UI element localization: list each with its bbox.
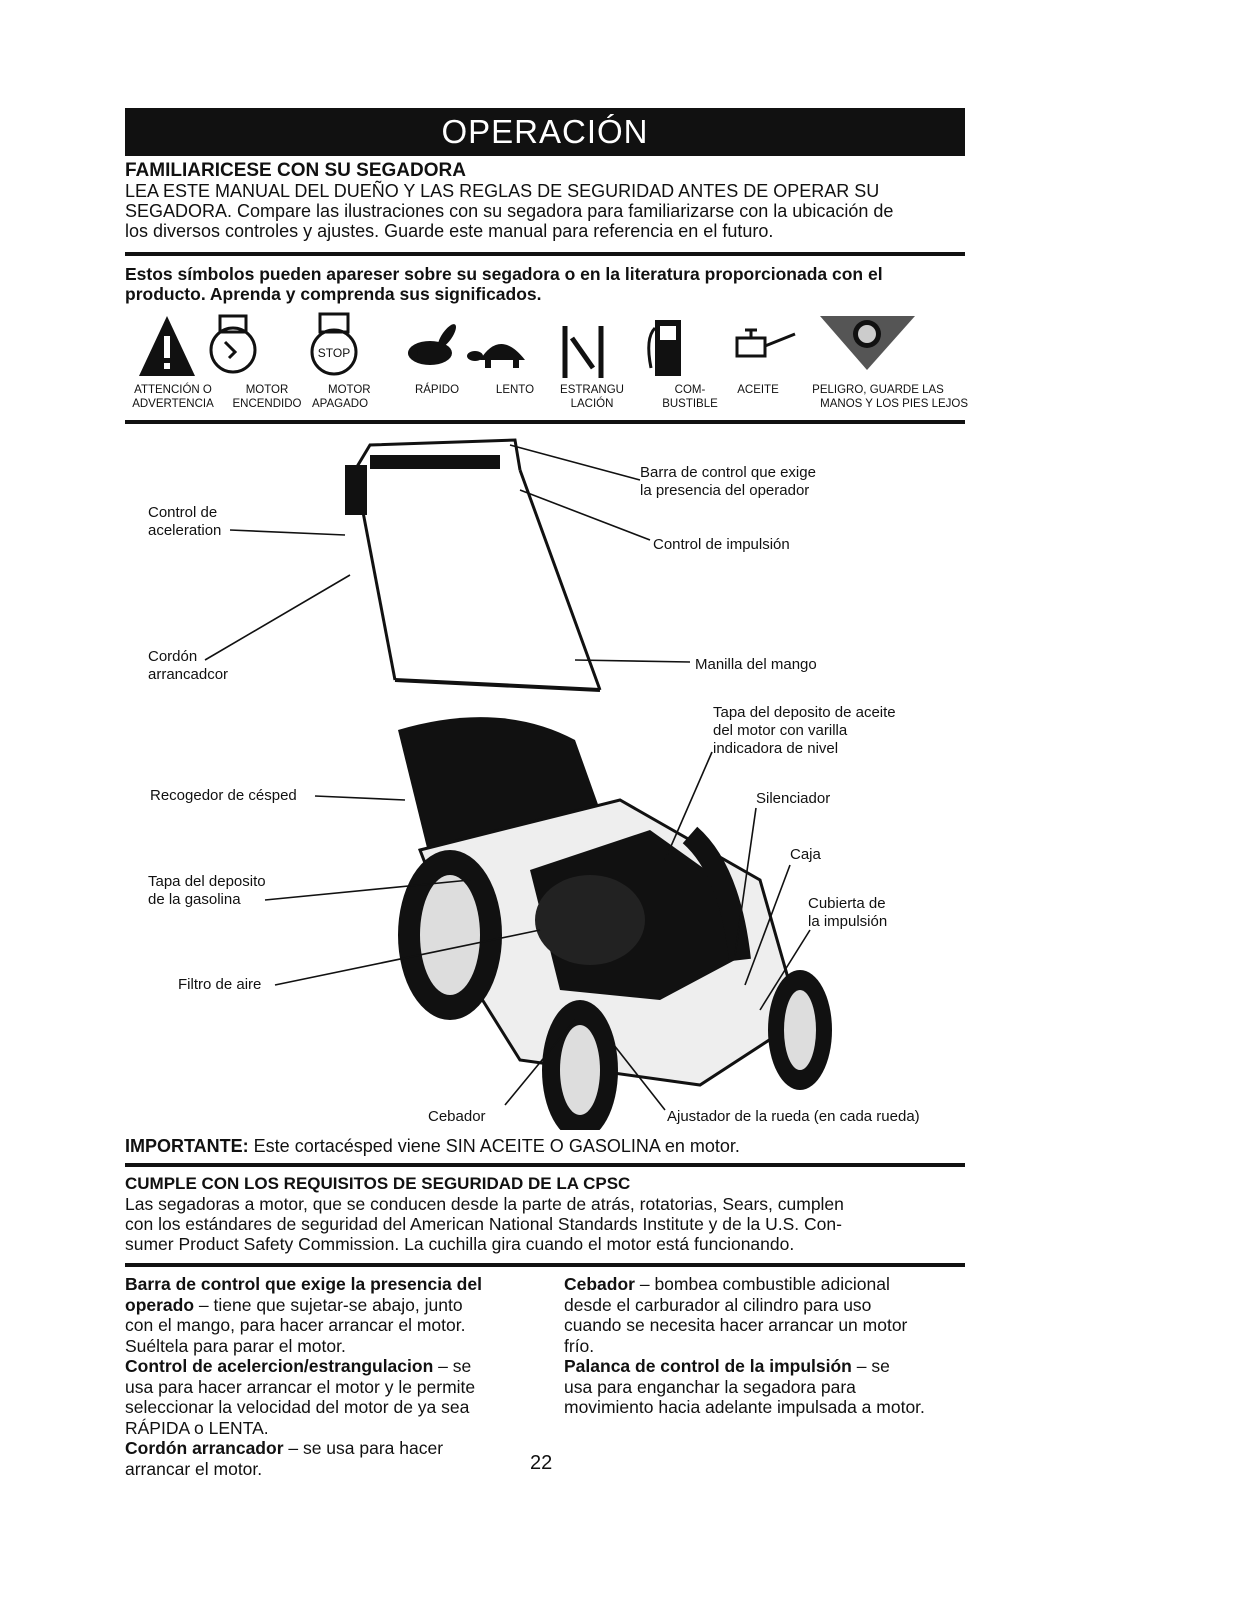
- symbol-label-line: LACIÓN: [570, 398, 614, 410]
- callout-text: Control de: [148, 504, 218, 521]
- description: – bombea combustible adicional: [634, 1274, 890, 1294]
- divider: [125, 420, 965, 424]
- symbol-label-line: COM-: [674, 384, 706, 396]
- rear-left-wheel: [398, 850, 502, 1020]
- symbol-label-line: ADVERTENCIA: [132, 398, 214, 410]
- cpsc-line: Las segadoras a motor, que se conducen desde la parte de atrás, rotatorias, Sears, cumplen: [125, 1194, 844, 1214]
- description: desde el carburador al cilindro para uso: [564, 1294, 872, 1315]
- callout-muffler: Silenciador: [756, 790, 831, 807]
- symbol-label-line: MANOS Y LOS PIES LEJOS: [820, 398, 968, 410]
- symbols-intro-line: Estos símbolos pueden apareser sobre su segadora o en la literatura proporcionada con el: [125, 264, 883, 284]
- symbol-label-line: ESTRANGU: [560, 384, 624, 396]
- section-title: OPERACIÓN: [441, 113, 649, 150]
- description: – tiene que sujetar-se abajo, junto: [194, 1294, 463, 1315]
- callout-throttle: [148, 504, 221, 540]
- description: – se: [851, 1356, 890, 1376]
- callout-wheel-adjuster: Ajustador de la rueda (en cada rueda): [667, 1108, 920, 1125]
- callout-operator-bar: [640, 464, 816, 500]
- callout-text: Barra de control que exige: [640, 464, 816, 481]
- cpsc-line: con los estándares de seguridad del American National Standards Institute y de la U.S. Con-: [125, 1214, 842, 1234]
- section-title-banner: [125, 108, 965, 156]
- familiarize-line: SEGADORA. Compare las ilustraciones con su segadora para familiarizarse con la ubicación de: [125, 201, 894, 221]
- description: movimiento hacia adelante impulsada a motor.: [564, 1397, 925, 1417]
- callout-text: la presencia del operador: [640, 482, 810, 499]
- callout-oil-cap: [713, 704, 896, 758]
- right-column: [564, 1274, 984, 1418]
- cpsc-line: sumer Product Safety Commission. La cuchilla gira cuando el motor está funcionando.: [125, 1234, 795, 1254]
- callout-text: aceleration: [148, 522, 222, 539]
- description: usa para hacer arrancar el motor y le permite: [125, 1376, 476, 1397]
- term: Barra de control que exige la presencia del: [125, 1274, 482, 1294]
- symbol-label-line: PELIGRO, GUARDE LAS: [812, 384, 944, 396]
- symbol-label-line: APAGADO: [312, 398, 369, 410]
- symbol-label: [118, 383, 228, 411]
- familiarize-line: los diversos controles y ajustes. Guarde este manual para referencia en el futuro.: [125, 221, 774, 241]
- symbol-label: [312, 383, 387, 411]
- important-text: Este cortacésped viene SIN ACEITE O GASOLINA en motor.: [253, 1136, 740, 1156]
- term: Cebador: [564, 1274, 635, 1294]
- callout-text: Tapa del deposito: [148, 873, 266, 890]
- choke-icon: [565, 326, 601, 378]
- divider: [125, 252, 965, 256]
- callout-primer: Cebador: [428, 1108, 486, 1125]
- familiarize-paragraph: [125, 181, 975, 241]
- description: Suéltela para parar el motor.: [125, 1335, 346, 1356]
- fuel-icon: [649, 320, 681, 376]
- turtle-slow-icon: [467, 344, 525, 368]
- callout-text: Tapa del deposito de aceite: [713, 704, 896, 721]
- important-note: [125, 1136, 740, 1156]
- description: arrancar el motor.: [125, 1458, 263, 1479]
- description: frío.: [564, 1335, 595, 1356]
- callout-fuel-cap: [148, 873, 266, 909]
- description: – se usa para hacer: [283, 1438, 444, 1458]
- engine-on-icon: [211, 316, 255, 372]
- term: Cordón arrancador: [125, 1438, 284, 1458]
- symbol-label: RÁPIDO: [414, 384, 460, 396]
- symbol-label-line: MOTOR: [328, 384, 371, 396]
- callout-drive-control: Control de impulsión: [653, 536, 790, 553]
- description: – se: [433, 1356, 472, 1376]
- warning-triangle-icon: [139, 316, 195, 376]
- symbol-label: [552, 383, 632, 411]
- callout-text: arrancadcor: [148, 666, 229, 683]
- symbol-label: LENTO: [495, 384, 535, 396]
- term: operado: [125, 1294, 195, 1315]
- symbol-label: ACEITE: [737, 384, 779, 396]
- term: Control de acelercion/estrangulacion: [125, 1356, 434, 1376]
- page-number: 22: [530, 1452, 553, 1474]
- symbol-label: [222, 383, 312, 411]
- symbol-label-line: BUSTIBLE: [662, 398, 718, 410]
- front-right-wheel: [768, 970, 832, 1090]
- engine-off-icon: [312, 314, 356, 374]
- callout-text: la impulsión: [808, 913, 888, 930]
- oil-can-icon: [737, 330, 795, 356]
- callout-handle-knob: Manilla del mango: [695, 656, 817, 673]
- familiarize-heading: FAMILIARICESE CON SU SEGADORA: [125, 160, 466, 181]
- callout-text: Cubierta de: [808, 895, 886, 912]
- rabbit-fast-icon: [408, 322, 459, 365]
- divider: [125, 1163, 965, 1167]
- callout-text: del motor con varilla: [713, 722, 848, 739]
- callout-grass-bag: Recogedor de césped: [150, 787, 297, 804]
- symbol-label: [788, 383, 968, 411]
- callout-housing: Caja: [790, 846, 821, 863]
- symbol-label-line: ATTENCIÓN O: [134, 384, 212, 396]
- description: cuando se necesita hacer arrancar un motor: [564, 1315, 908, 1335]
- callout-drive-cover: [808, 895, 887, 931]
- symbol-label-line: ENCENDIDO: [232, 398, 302, 410]
- callout-text: Cordón: [148, 648, 198, 665]
- callout-starter-cord: [148, 648, 228, 684]
- callout-text: de la gasolina: [148, 891, 241, 908]
- description: con el mango, para hacer arrancar el motor.: [125, 1315, 466, 1335]
- symbol-label: [650, 383, 730, 411]
- hand-danger-icon: [820, 316, 915, 370]
- left-column: [125, 1274, 545, 1479]
- description: RÁPIDA o LENTA.: [125, 1417, 269, 1438]
- description: usa para enganchar la segadora para: [564, 1376, 856, 1397]
- symbol-label-line: MOTOR: [245, 384, 289, 396]
- callout-text: indicadora de nivel: [713, 740, 839, 757]
- term: Palanca de control de la impulsión: [564, 1356, 852, 1376]
- cpsc-heading: CUMPLE CON LOS REQUISITOS DE SEGURIDAD DE LA CPSC: [125, 1174, 631, 1193]
- stop-text: STOP: [317, 346, 351, 360]
- familiarize-line: LEA ESTE MANUAL DEL DUEÑO Y LAS REGLAS DE SEGURIDAD ANTES DE OPERAR SU: [125, 181, 880, 201]
- cpsc-paragraph: [125, 1194, 975, 1254]
- callout-air-filter: Filtro de aire: [178, 976, 262, 993]
- important-label: IMPORTANTE:: [125, 1136, 249, 1156]
- symbols-intro: [125, 264, 975, 304]
- description: seleccionar la velocidad del motor de ya sea: [125, 1397, 470, 1417]
- symbols-intro-line: producto. Aprenda y comprenda sus significados.: [125, 284, 542, 304]
- divider: [125, 1263, 965, 1267]
- symbols-icons-row: [125, 308, 965, 386]
